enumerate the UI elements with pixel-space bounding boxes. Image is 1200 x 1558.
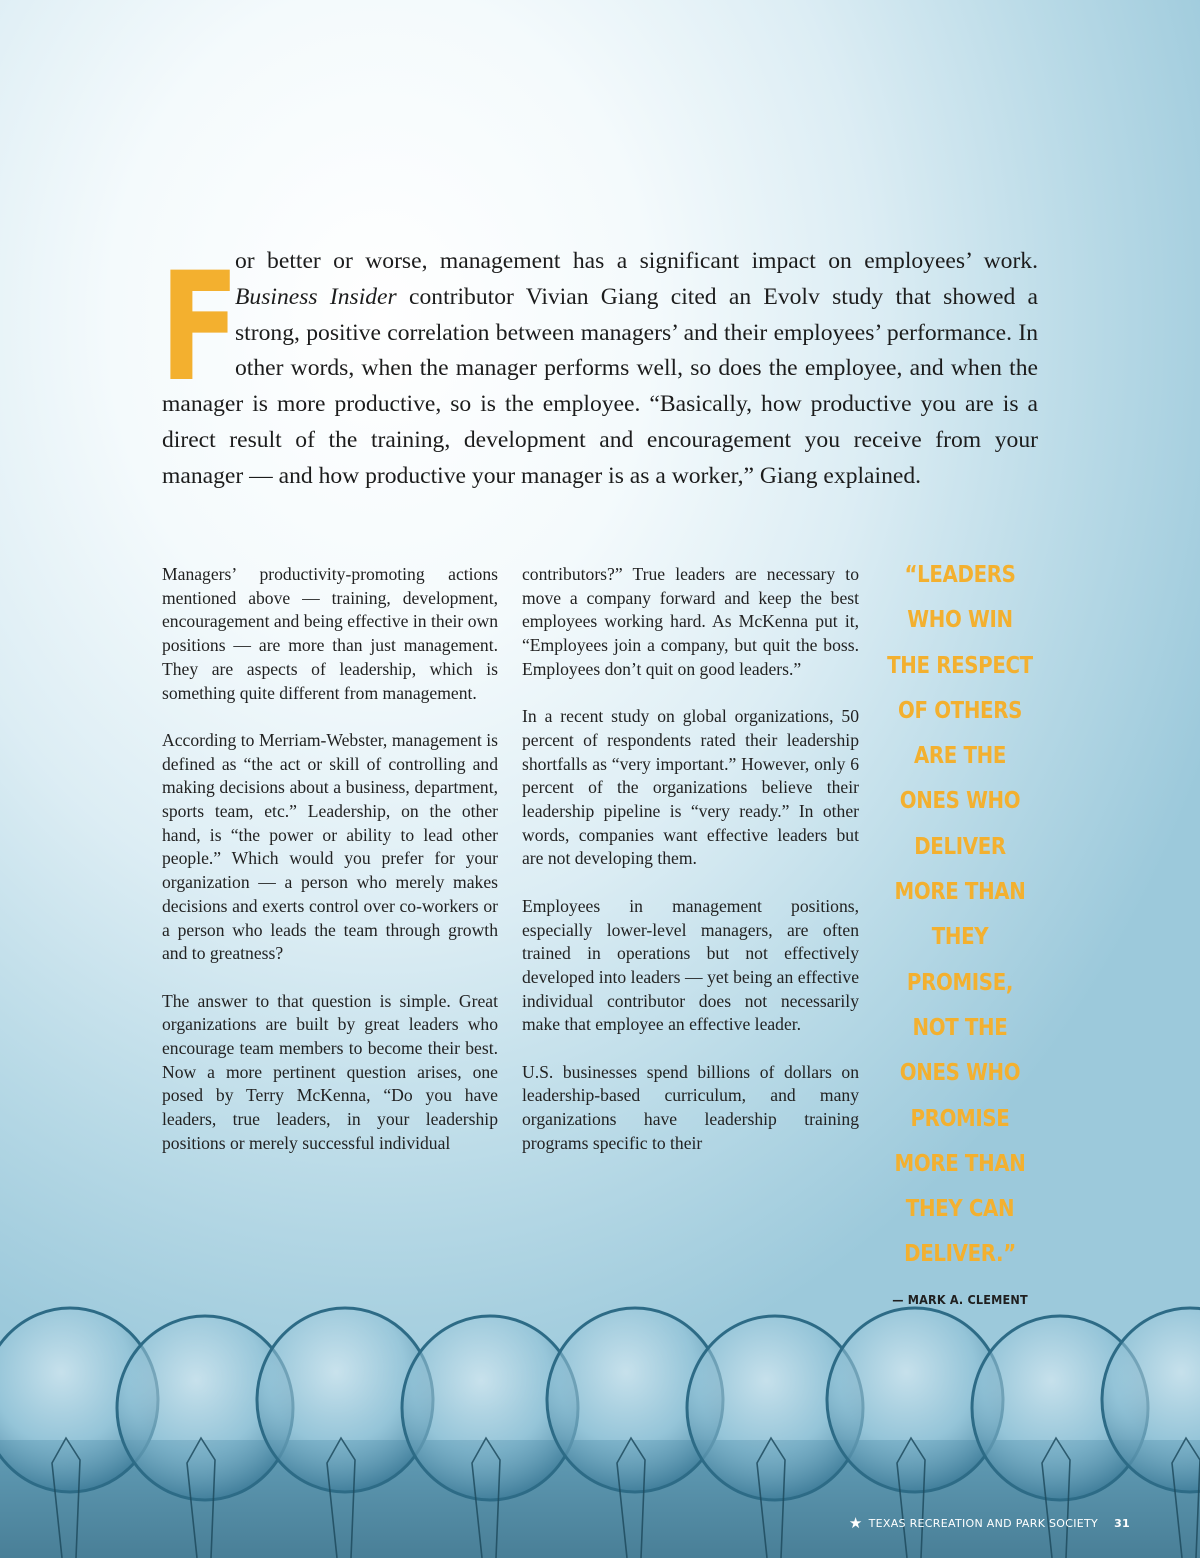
page-footer [849,1516,1130,1531]
page-number: 31 [1114,1517,1130,1530]
star-icon: ★ [848,1514,863,1532]
intro-body: contributor Vivian Giang cited an Evolv study that showed a strong, positive correlation between managers’ and their employees’ performance. In other words, when the manager performs well, so does the employee, and when the manager is more productive, so is the employee. “Basically, how productive you are is a direct result of the training, development and encouragement you receive from your manager — and how productive your manager is as a worker,” Giang explained. [162,283,1039,489]
column-two-paragraph-3: Employees in management positions, especially lower-level managers, are often trained in operations but not effectively developed into leaders — yet being an effective individual contributor does not necessarily make that employee an effective leader. [522,895,859,1035]
svg-text:F: F [159,239,240,415]
column-one [162,563,498,1179]
column-two-paragraph-2: In a recent study on global organizations, 50 percent of respondents rated their leadership shortfalls as “very important.” However, only 6 percent of the organizations believe their leadership pipeline is “very ready.” In other words, companies want effective leaders but are not developing them. [522,706,859,869]
footer-publication: TEXAS RECREATION AND PARK SOCIETY [868,1517,1099,1530]
pull-quote-text: “LEADERS WHO WIN THE RESPECT OF OTHERS ARE THE ONES WHO DELIVER MORE THAN THEY PROMISE, NOT THE ONES WHO PROMISE MORE THAN THEY CAN DELIVER.” [887,562,1033,1268]
intro-first-line: or better or worse, management has a significant impact on employees’ work. [235,248,1038,274]
column-two-paragraph-4: U.S. businesses spend billions of dollars on leadership-based curriculum, and many organizations have leadership training programs specific to their [522,1061,859,1153]
intro-paragraph [159,239,1039,495]
column-one-paragraph-1: Managers’ productivity-promoting actions mentioned above — training, development, encouragement and being effective in their own positions — are more than just management. They are aspects of leadership, which is something quite different from management. [162,564,498,703]
column-two-paragraph-1: contributors?” True leaders are necessary to move a company forward and keep the best employees working hard. As McKenna put it, “Employees join a company, but quit the boss. Employees don’t quit on good leaders.” [522,564,859,679]
pull-quote-attribution: — MARK A. CLEMENT [892,1291,1028,1307]
column-two [522,563,859,1179]
column-one-paragraph-3: The answer to that question is simple. Great organizations are built by great leaders who encourage team members to become their best. Now a more pertinent question arises, one posed by Terry McKenna, “Do you have leaders, true leaders, in your leadership positions or merely successful individual [162,990,498,1153]
intro-publication-name: Business Insider [235,283,397,310]
pull-quote [884,553,1036,1307]
column-one-paragraph-2: According to Merriam-Webster, management is defined as “the act or skill of controlling and making decisions about a business, department, sports team, etc.” Leadership, on the other hand, is “the power or ability to lead other people.” Which would you prefer for your organization — a person who merely makes decisions and exerts control over co-workers or a person who leads the team through growth and to greatness? [162,729,498,964]
dropcap-letter [159,239,240,415]
